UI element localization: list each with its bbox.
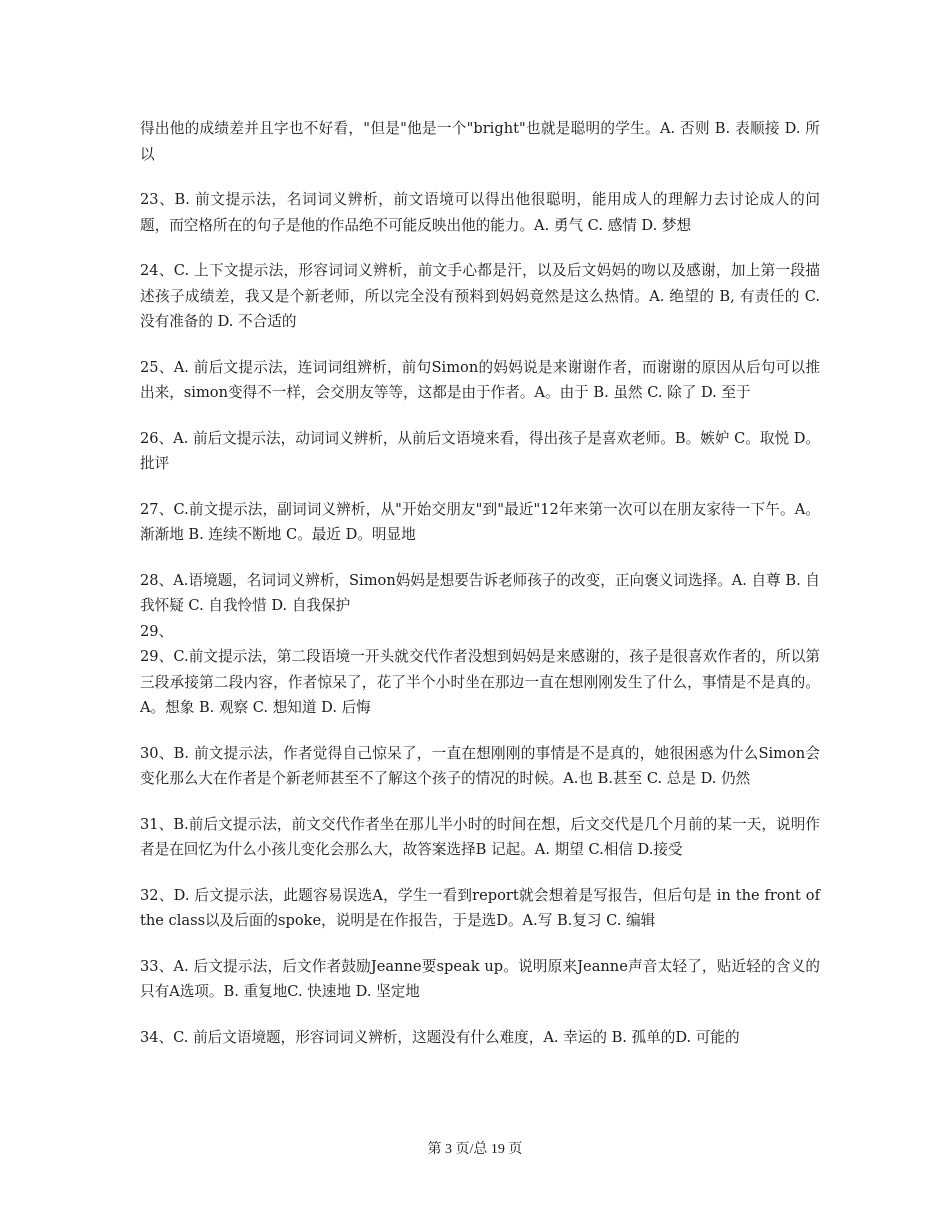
paragraph-29: 29、C.前文提示法，第二段语境一开头就交代作者没想到妈妈是来感谢的，孩子是很喜欢作者的，所以第三段承接第二段内容，作者惊呆了，花了半个小时坐在那边一直在想刚刚发生了什么，事情是不是真的。A。想象 B. 观察 C. 想知道 D. 后悔: [140, 648, 820, 716]
paragraph-33: 33、A. 后文提示法，后文作者鼓励Jeanne要speak up。说明原来Jeanne声音太轻了，贴近轻的含义的只有A选项。B. 重复地C. 快速地 D. 坚定地: [140, 957, 820, 1000]
paragraph-23: 23、B. 前文提示法，名词词义辨析，前文语境可以得出他很聪明，能用成人的理解力去讨论成人的问题，而空格所在的句子是他的作品绝不可能反映出他的能力。A. 勇气 C. 感情 D. 梦想: [140, 191, 820, 234]
paragraph-22-continued: 得出他的成绩差并且字也不好看，"但是"他是一个"bright"也就是聪明的学生。A. 否则 B. 表顺接 D. 所以: [140, 120, 820, 163]
document-body: [140, 116, 820, 1070]
paragraph-26: 26、A. 前后文提示法，动词词义辨析，从前后文语境来看，得出孩子是喜欢老师。B。嫉妒 C。取悦 D。批评: [140, 429, 820, 472]
paragraph-24: 24、C. 上下文提示法，形容词词义辨析，前文手心都是汗，以及后文妈妈的吻以及感谢，加上第一段描述孩子成绩差，我又是个新老师，所以完全没有预料到妈妈竟然是这么热情。A. 绝望的 B, 有责任的 C. 没有准备的 D. 不合适的: [140, 262, 820, 330]
paragraph-29-label: 29、: [140, 622, 174, 640]
paragraph-28: 28、A.语境题，名词词义辨析，Simon妈妈是想要告诉老师孩子的改变，正向褒义词选择。A. 自尊 B. 自我怀疑 C. 自我怜惜 D. 自我保护: [140, 571, 820, 614]
page-footer: 第 3 页/总 19 页: [427, 1142, 523, 1157]
paragraph-31: 31、B.前后文提示法，前文交代作者坐在那儿半小时的时间在想，后文交代是几个月前的某一天，说明作者是在回忆为什么小孩儿变化会那么大，故答案选择B 记起。A. 期望 C.相信 D.接受: [140, 815, 820, 858]
paragraph-30: 30、B. 前文提示法，作者觉得自己惊呆了，一直在想刚刚的事情是不是真的，她很困惑为什么Simon会变化那么大在作者是个新老师甚至不了解这个孩子的情况的时候。A.也 B.甚至 C. 总是 D. 仍然: [140, 744, 820, 787]
paragraph-34: 34、C. 前后文语境题，形容词词义辨析，这题没有什么难度，A. 幸运的 B. 孤单的D. 可能的: [140, 1028, 740, 1046]
paragraph-32: 32、D. 后文提示法，此题容易误选A，学生一看到report就会想着是写报告，但后句是 in the front of the class以及后面的spoke，说明是在作报告，于是选D。A.写 B.复习 C. 编辑: [140, 886, 820, 929]
paragraph-27: 27、C.前文提示法，副词词义辨析，从"开始交朋友"到"最近"12年来第一次可以在朋友家待一下午。A。渐渐地 B. 连续不断地 C。最近 D。明显地: [140, 500, 820, 543]
paragraph-25: 25、A. 前后文提示法，连词词组辨析，前句Simon的妈妈说是来谢谢作者，而谢谢的原因从后句可以推出来，simon变得不一样，会交朋友等等，这都是由于作者。A。由于 B. 虽然 C. 除了 D. 至于: [140, 358, 820, 401]
